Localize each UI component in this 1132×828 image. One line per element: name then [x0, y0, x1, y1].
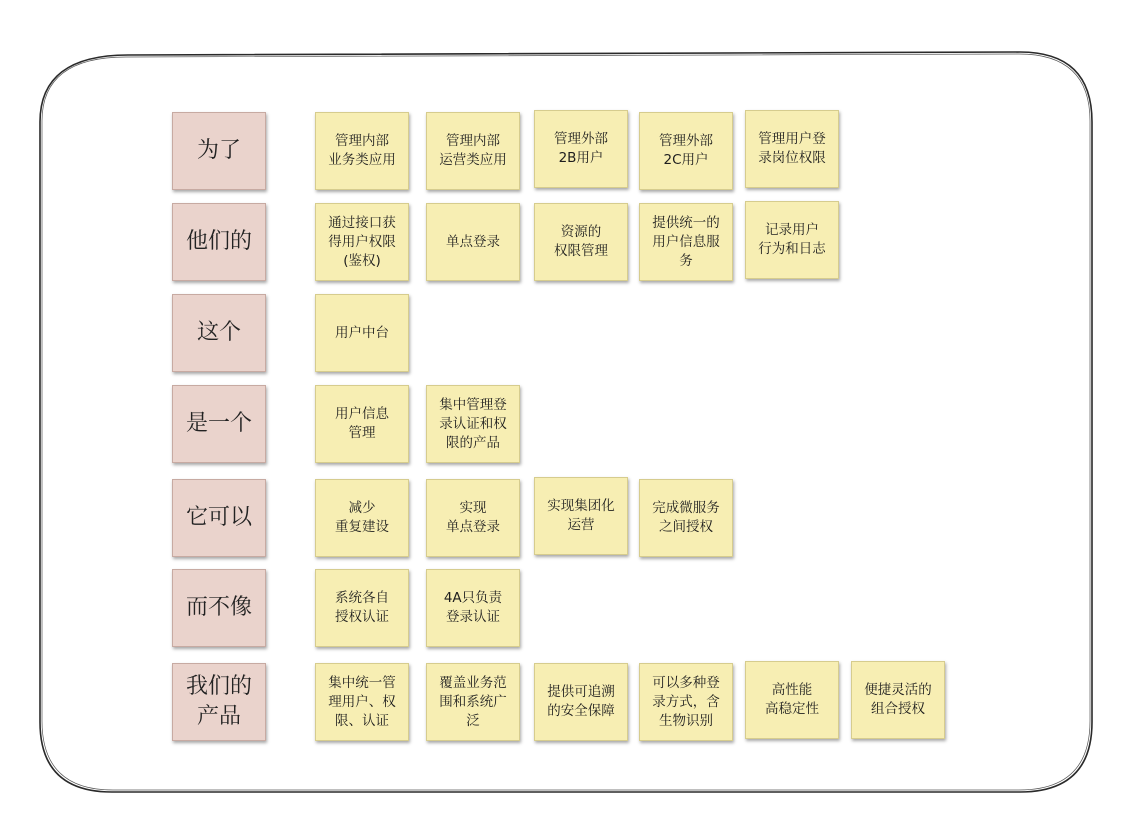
- sticky-note: 管理内部 业务类应用: [315, 112, 409, 190]
- sticky-note: 资源的 权限管理: [534, 203, 628, 281]
- sticky-note: 管理外部 2B用户: [534, 110, 628, 188]
- row-label-tamende: 他们的: [172, 203, 266, 281]
- sticky-note: 管理用户登 录岗位权限: [745, 110, 839, 188]
- sticky-note: 实现集团化 运营: [534, 477, 628, 555]
- sticky-note: 管理内部 运营类应用: [426, 112, 520, 190]
- sticky-note: 可以多种登 录方式，含 生物识别: [639, 663, 733, 741]
- sticky-note: 单点登录: [426, 203, 520, 281]
- sticky-note: 便捷灵活的 组合授权: [851, 661, 945, 739]
- sticky-note: 减少 重复建设: [315, 479, 409, 557]
- sticky-note: 管理外部 2C用户: [639, 112, 733, 190]
- row-label-zhege: 这个: [172, 294, 266, 372]
- sticky-note: 用户信息 管理: [315, 385, 409, 463]
- sticky-note: 覆盖业务范 围和系统广 泛: [426, 663, 520, 741]
- row-label-takeyi: 它可以: [172, 479, 266, 557]
- sticky-note: 提供可追溯 的安全保障: [534, 663, 628, 741]
- sticky-note: 通过接口获 得用户权限 (鉴权): [315, 203, 409, 281]
- sticky-note: 4A只负责 登录认证: [426, 569, 520, 647]
- sticky-note: 提供统一的 用户信息服 务: [639, 203, 733, 281]
- sticky-note: 记录用户 行为和日志: [745, 201, 839, 279]
- sticky-note: 集中管理登 录认证和权 限的产品: [426, 385, 520, 463]
- row-label-erbuxiang: 而不像: [172, 569, 266, 647]
- sticky-note: 实现 单点登录: [426, 479, 520, 557]
- sticky-note: 用户中台: [315, 294, 409, 372]
- sticky-note: 集中统一管 理用户、权 限、认证: [315, 663, 409, 741]
- sticky-note: 系统各自 授权认证: [315, 569, 409, 647]
- sticky-note: 高性能 高稳定性: [745, 661, 839, 739]
- row-label-shiyige: 是一个: [172, 385, 266, 463]
- sticky-note: 完成微服务 之间授权: [639, 479, 733, 557]
- row-label-weile: 为了: [172, 112, 266, 190]
- row-label-womendechanpin: 我们的 产品: [172, 663, 266, 741]
